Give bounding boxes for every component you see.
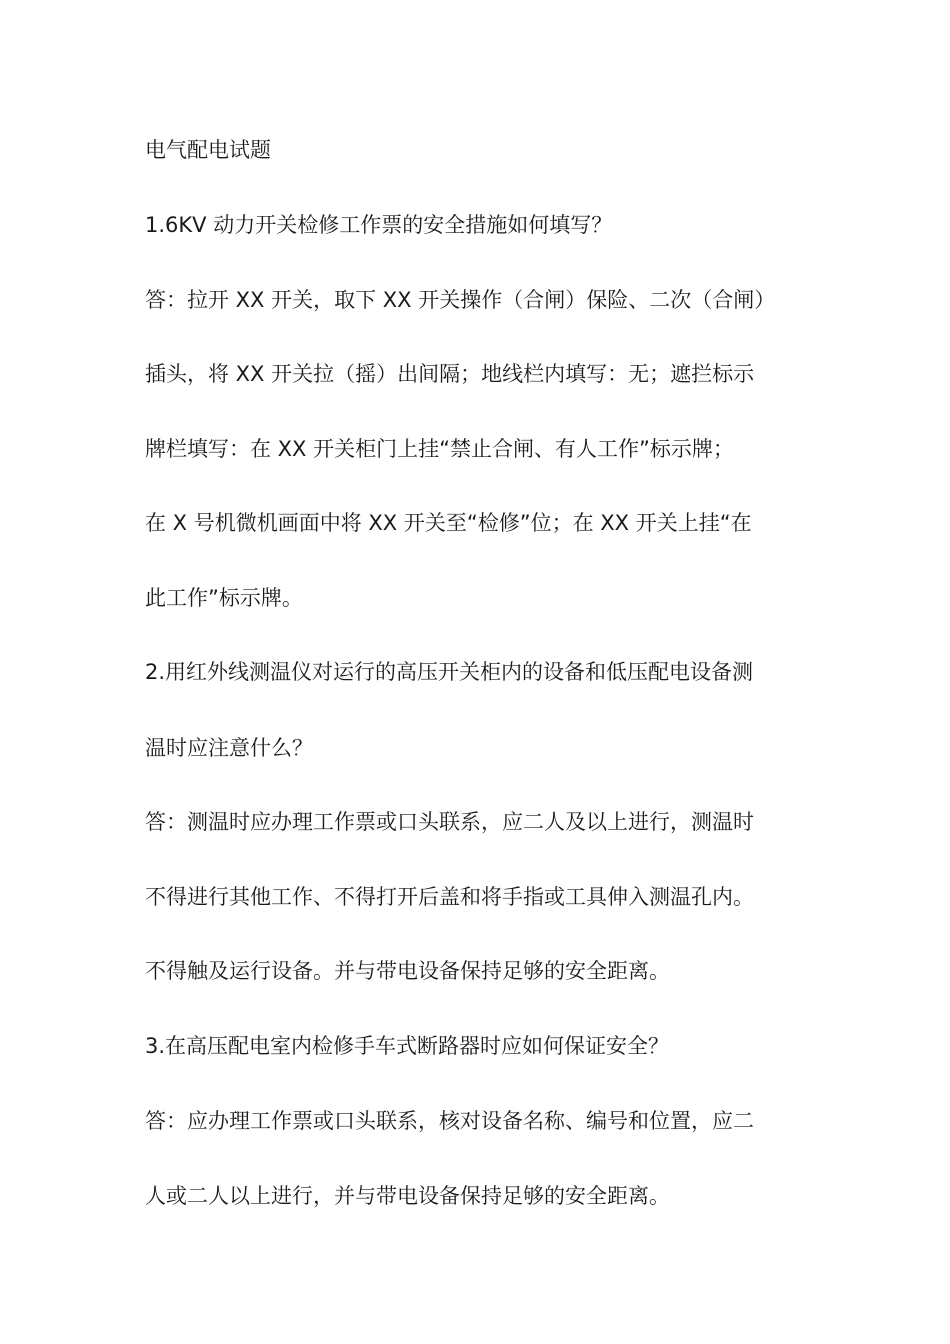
answer-1-line-2: 插头，将 XX 开关拉（摇）出间隔；地线栏内填写：无；遮拦标示 [145,362,755,386]
question-1: 1.6KV 动力开关检修工作票的安全措施如何填写？ [145,213,613,237]
question-2-line-2: 温时应注意什么？ [145,736,313,760]
answer-3-line-2: 人或二人以上进行，并与带电设备保持足够的安全距离。 [145,1184,670,1208]
question-2-line-1: 2.用红外线测温仪对运行的高压开关柜内的设备和低压配电设备测 [145,660,754,684]
answer-1-line-4: 在 X 号机微机画面中将 XX 开关至“检修”位；在 XX 开关上挂“在 [145,511,752,535]
answer-1-line-1: 答：拉开 XX 开关，取下 XX 开关操作（合闸）保险、二次（合闸） [145,288,776,312]
answer-2-line-1: 答：测温时应办理工作票或口头联系，应二人及以上进行，测温时 [145,810,754,834]
question-3: 3.在高压配电室内检修手车式断路器时应如何保证安全？ [145,1034,670,1058]
answer-1-line-3: 牌栏填写：在 XX 开关柜门上挂“禁止合闸、有人工作”标示牌； [145,437,734,461]
document-title: 电气配电试题 [145,138,271,162]
answer-2-line-2: 不得进行其他工作、不得打开后盖和将手指或工具伸入测温孔内。 [145,885,754,909]
answer-1-line-5: 此工作”标示牌。 [145,586,303,610]
answer-3-line-1: 答：应办理工作票或口头联系，核对设备名称、编号和位置，应二 [145,1109,754,1133]
answer-2-line-3: 不得触及运行设备。并与带电设备保持足够的安全距离。 [145,959,670,983]
